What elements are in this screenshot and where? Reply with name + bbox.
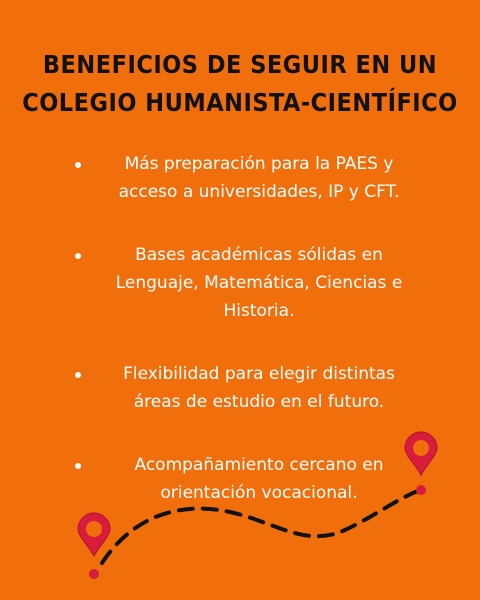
title-line-2: COLEGIO HUMANISTA-CIENTÍFICO	[22, 88, 458, 117]
dashed-path	[102, 490, 420, 563]
map-pin-icon	[405, 432, 437, 495]
benefit-text: Más preparación para la PAES y acceso a universidades, IP y CFT.	[118, 154, 400, 202]
map-pin-icon	[78, 513, 110, 579]
title-line-1: BENEFICIOS DE SEGUIR EN UN	[42, 50, 438, 79]
benefit-text: Flexibilidad para elegir distintas áreas de estudio en el futuro.	[123, 364, 395, 412]
benefit-text: Acompañamiento cercano en orientación vocacional.	[134, 455, 384, 503]
benefit-text: Bases académicas sólidas en Lenguaje, Matemática, Ciencias e Historia.	[115, 245, 403, 321]
